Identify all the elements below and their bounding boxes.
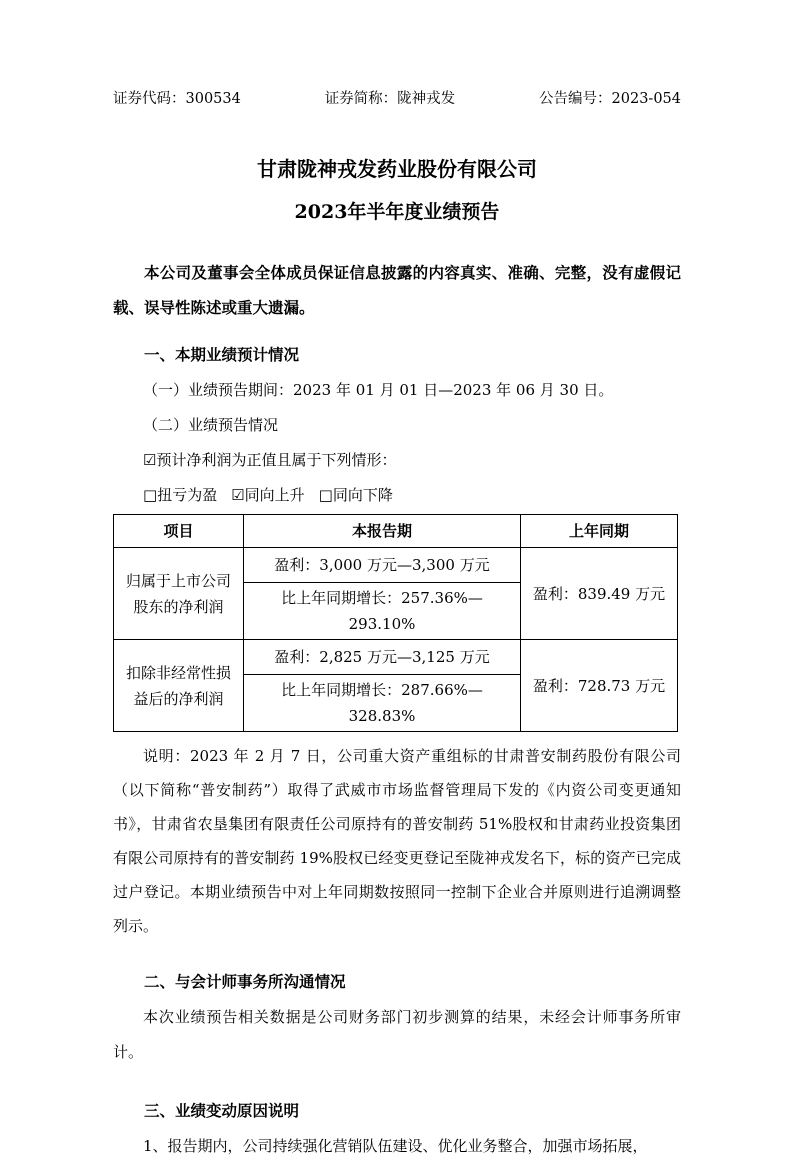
option-same-direction-down: [319, 486, 393, 504]
checkbox-unchecked-icon: □: [318, 486, 333, 504]
table-row: [114, 548, 678, 583]
option-same-direction-down-label: 同向下降: [332, 486, 393, 504]
option-same-direction-up-label: 同向上升: [244, 486, 305, 504]
deducted-profit-range-cell: 盈利：2,825 万元—3,125 万元: [244, 640, 521, 675]
checkbox-checked-icon: ☑: [231, 486, 245, 504]
forecast-period-line: （一）业绩预告期间：2023 年 01 月 01 日—2023 年 06 月 30 日。: [143, 381, 614, 399]
auditor-communication-paragraph: 本次业绩预告相关数据是公司财务部门初步测算的结果，未经会计师事务所审计。: [113, 1008, 681, 1061]
section-one: [113, 338, 681, 513]
integrity-declaration: 本公司及董事会全体成员保证信息披露的内容真实、准确、完整，没有虚假记载、误导性陈述或重大遗漏。: [113, 264, 681, 317]
deducted-profit-item-cell: 扣除非经常性损益后的净利润: [114, 640, 244, 732]
net-profit-growth-cell: 比上年同期增长：257.36%—293.10%: [244, 583, 521, 640]
net-profit-prior-cell: 盈利：839.49 万元: [521, 548, 678, 640]
table-header-row: [114, 515, 678, 548]
table-row: [114, 640, 678, 675]
forecast-options-line: [113, 478, 681, 513]
net-profit-positive-line: [113, 443, 681, 478]
net-profit-range-cell: 盈利：3,000 万元—3,300 万元: [244, 548, 521, 583]
performance-forecast-table: [113, 514, 678, 732]
option-turnaround-label: 扭亏为盈: [157, 486, 218, 504]
checkbox-checked-icon: ☑: [143, 451, 157, 469]
announcement-number-text: 公告编号：2023-054: [539, 91, 681, 107]
table-header-item: 项目: [114, 515, 244, 548]
report-subtitle: 2023年半年度业绩预告: [294, 201, 500, 223]
section-two-heading: 二、与会计师事务所沟通情况: [144, 973, 346, 991]
net-profit-item-cell: 归属于上市公司股东的净利润: [114, 548, 244, 640]
stock-code-text: 证券代码：300534: [113, 91, 241, 107]
company-title: 甘肃陇神戎发药业股份有限公司: [257, 157, 537, 181]
document-meta-row: [113, 88, 681, 110]
net-profit-positive-label: 预计净利润为正值且属于下列情形：: [156, 451, 397, 469]
deducted-profit-prior-cell: 盈利：728.73 万元: [521, 640, 678, 732]
option-turnaround: [143, 486, 217, 504]
deducted-profit-growth-cell: 比上年同期增长：287.66%—328.83%: [244, 675, 521, 732]
section-one-heading: 一、本期业绩预计情况: [144, 346, 300, 364]
checkbox-unchecked-icon: □: [143, 486, 158, 504]
table-header-prior-period: 上年同期: [521, 515, 678, 548]
forecast-situation-line: （二）业绩预告情况: [143, 416, 279, 434]
stock-abbr-text: 证券简称：陇神戎发: [324, 91, 456, 107]
option-same-direction-up: [231, 486, 304, 504]
section-three-heading: 三、业绩变动原因说明: [144, 1102, 300, 1120]
restructuring-note-paragraph: 说明：2023 年 2 月 7 日，公司重大资产重组标的甘肃普安制药股份有限公司（以下简称“普安制药”）取得了武威市市场监督管理局下发的《内资公司变更通知书》，甘肃省农垦集团有限责任公司原持有的普安制药 51%股权和甘肃药业投资集团有限公司原持有的普安制药 19%股权已经变更登记至陇神戎发名下，标的资产已完成过户登记。本期业绩预告中对上年同期数按照同一控制下企业合并原则进行追溯调整列示。: [113, 747, 681, 935]
performance-change-reason-paragraph: 1、报告期内，公司持续强化营销队伍建设、优化业务整合，加强市场拓展，: [143, 1137, 648, 1155]
table-header-current-period: 本报告期: [244, 515, 521, 548]
